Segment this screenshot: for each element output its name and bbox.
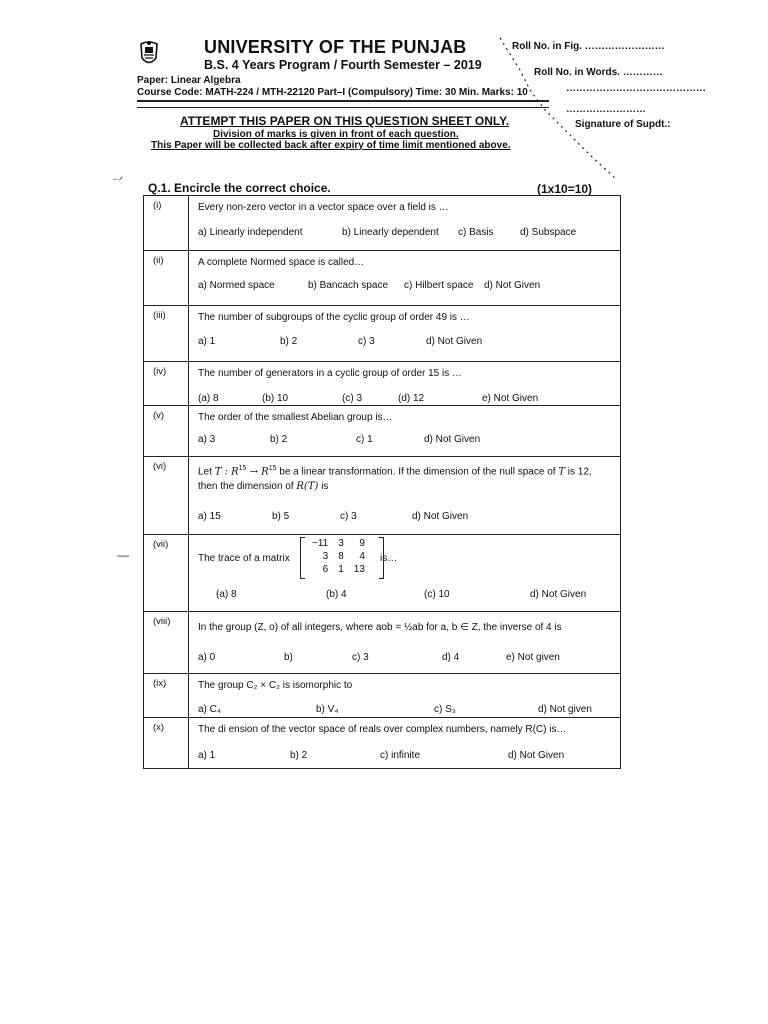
option[interactable]: c) 3 <box>352 652 369 663</box>
option[interactable]: (b) 10 <box>262 393 289 404</box>
option[interactable]: d) 4 <box>442 652 460 663</box>
question-number: (ix) <box>153 678 167 689</box>
question-number: (v) <box>153 410 165 421</box>
question-stem: The number of subgroups of the cyclic group of order 49 is … <box>198 312 470 323</box>
question-table <box>143 195 621 769</box>
question-row <box>144 457 620 535</box>
program-line: B.S. 4 Years Program / Fourth Semester – 2019 <box>204 58 482 72</box>
option[interactable]: c) Basis <box>458 227 494 238</box>
option[interactable]: c) 1 <box>356 434 373 445</box>
option[interactable]: d) Not Given <box>508 750 565 761</box>
option[interactable]: a) 15 <box>198 511 221 522</box>
question-stem: The number of generators in a cyclic group of order 15 is … <box>198 368 463 379</box>
question-marks: (1x10=10) <box>537 182 593 196</box>
option[interactable]: a) Linearly independent <box>198 227 303 238</box>
option[interactable]: b) 2 <box>290 750 308 761</box>
option[interactable]: d) Not Given <box>426 336 483 347</box>
signature-of-supdt-label: Signature of Supdt.: <box>575 119 671 130</box>
university-title: UNIVERSITY OF THE PUNJAB <box>204 37 467 57</box>
option[interactable]: e) Not Given <box>482 393 539 404</box>
trace-matrix: −11 3 9 3 8 4 6 1 13 <box>300 537 384 579</box>
option[interactable]: d) Not Given <box>412 511 469 522</box>
question-stem: The di ension of the vector space of reals over complex numbers, namely R(C) is… <box>198 724 567 735</box>
option[interactable]: b) 2 <box>280 336 298 347</box>
option[interactable]: c) S₃ <box>434 704 456 715</box>
paper-name: Paper: Linear Algebra <box>137 75 241 86</box>
instruction-attempt: ATTEMPT THIS PAPER ON THIS QUESTION SHEET ONLY. <box>180 114 510 128</box>
option[interactable]: b) <box>284 652 293 663</box>
option[interactable]: c) 3 <box>358 336 375 347</box>
question-row <box>144 362 620 406</box>
signature-dots-2: …………………… <box>566 104 646 115</box>
pen-mark-2: — <box>117 548 129 562</box>
option[interactable]: b) Bancach space <box>308 280 389 291</box>
question-row <box>144 674 620 718</box>
question-number: (vi) <box>153 461 167 472</box>
option[interactable]: (b) 4 <box>326 589 347 600</box>
question-stem: A complete Normed space is called… <box>198 257 365 268</box>
option[interactable]: e) Not given <box>506 652 560 663</box>
question-title: Q.1. Encircle the correct choice. <box>148 181 331 195</box>
question-row <box>144 535 620 612</box>
option[interactable]: d) Not Given <box>484 280 541 291</box>
university-emblem-icon <box>138 40 160 68</box>
question-row <box>144 612 620 674</box>
course-details: Course Code: MATH-224 / MTH-22120 Part–I (Compulsory) Time: 30 Min. Marks: 10 <box>137 87 528 98</box>
instruction-division: Division of marks is given in front of each question. <box>213 129 459 140</box>
option[interactable]: d) Subspace <box>520 227 577 238</box>
question-stem: In the group (Z, o) of all integers, where aob = ½ab for a, b ∈ Z, the inverse of 4 is <box>198 622 562 633</box>
question-stem: The order of the smallest Abelian group is… <box>198 412 393 423</box>
option[interactable]: a) 1 <box>198 750 216 761</box>
option[interactable]: d) Not given <box>538 704 592 715</box>
option[interactable]: a) Normed space <box>198 280 275 291</box>
question-number: (iii) <box>153 310 166 321</box>
question-row <box>144 718 620 770</box>
option[interactable]: b) V₄ <box>316 704 339 715</box>
instruction-collection: This Paper will be collected back after expiry of time limit mentioned above. <box>151 140 511 151</box>
question-number: (ii) <box>153 255 164 266</box>
option[interactable]: (c) 10 <box>424 589 450 600</box>
question-stem: The group C₂ × C₂ is isomorphic to <box>198 680 353 691</box>
option[interactable]: b) Linearly dependent <box>342 227 439 238</box>
pen-mark: ⁻ᐟ <box>112 174 124 188</box>
option[interactable]: (c) 3 <box>342 393 362 404</box>
option[interactable]: c) Hilbert space <box>404 280 474 291</box>
option[interactable]: b) 2 <box>270 434 288 445</box>
question-number: (iv) <box>153 366 167 377</box>
option[interactable]: a) C₄ <box>198 704 221 715</box>
option[interactable]: d) Not Given <box>530 589 587 600</box>
option[interactable]: c) 3 <box>340 511 357 522</box>
question-number: (vii) <box>153 539 169 550</box>
question-row <box>144 406 620 457</box>
question-stem: Every non-zero vector in a vector space over a field is … <box>198 202 449 213</box>
option[interactable]: a) 0 <box>198 652 216 663</box>
option[interactable]: a) 1 <box>198 336 216 347</box>
question-row <box>144 196 620 251</box>
question-stem: Let T : $R^{15} \to R^{15}$ be a linear transformation. If the dimension of the null space of T is 12, then the dimension of R(T) is <box>198 465 592 493</box>
question-number: (i) <box>153 200 162 211</box>
roll-no-figures-field[interactable]: Roll No. in Fig. …………………… <box>512 41 665 52</box>
signature-dots: …………………………………… <box>566 83 706 94</box>
question-row <box>144 251 620 306</box>
option[interactable]: (a) 8 <box>216 589 237 600</box>
roll-no-words-field[interactable]: Roll No. in Words. ………… <box>534 67 663 78</box>
question-number: (x) <box>153 722 165 733</box>
question-number: (viii) <box>153 616 171 627</box>
option[interactable]: (a) 8 <box>198 393 219 404</box>
option[interactable]: c) infinite <box>380 750 421 761</box>
option[interactable]: (d) 12 <box>398 393 425 404</box>
question-row <box>144 306 620 362</box>
option[interactable]: d) Not Given <box>424 434 481 445</box>
option[interactable]: b) 5 <box>272 511 290 522</box>
option[interactable]: a) 3 <box>198 434 216 445</box>
question-stem: The trace of a matrix is… <box>198 553 398 564</box>
header-rule <box>137 100 549 108</box>
